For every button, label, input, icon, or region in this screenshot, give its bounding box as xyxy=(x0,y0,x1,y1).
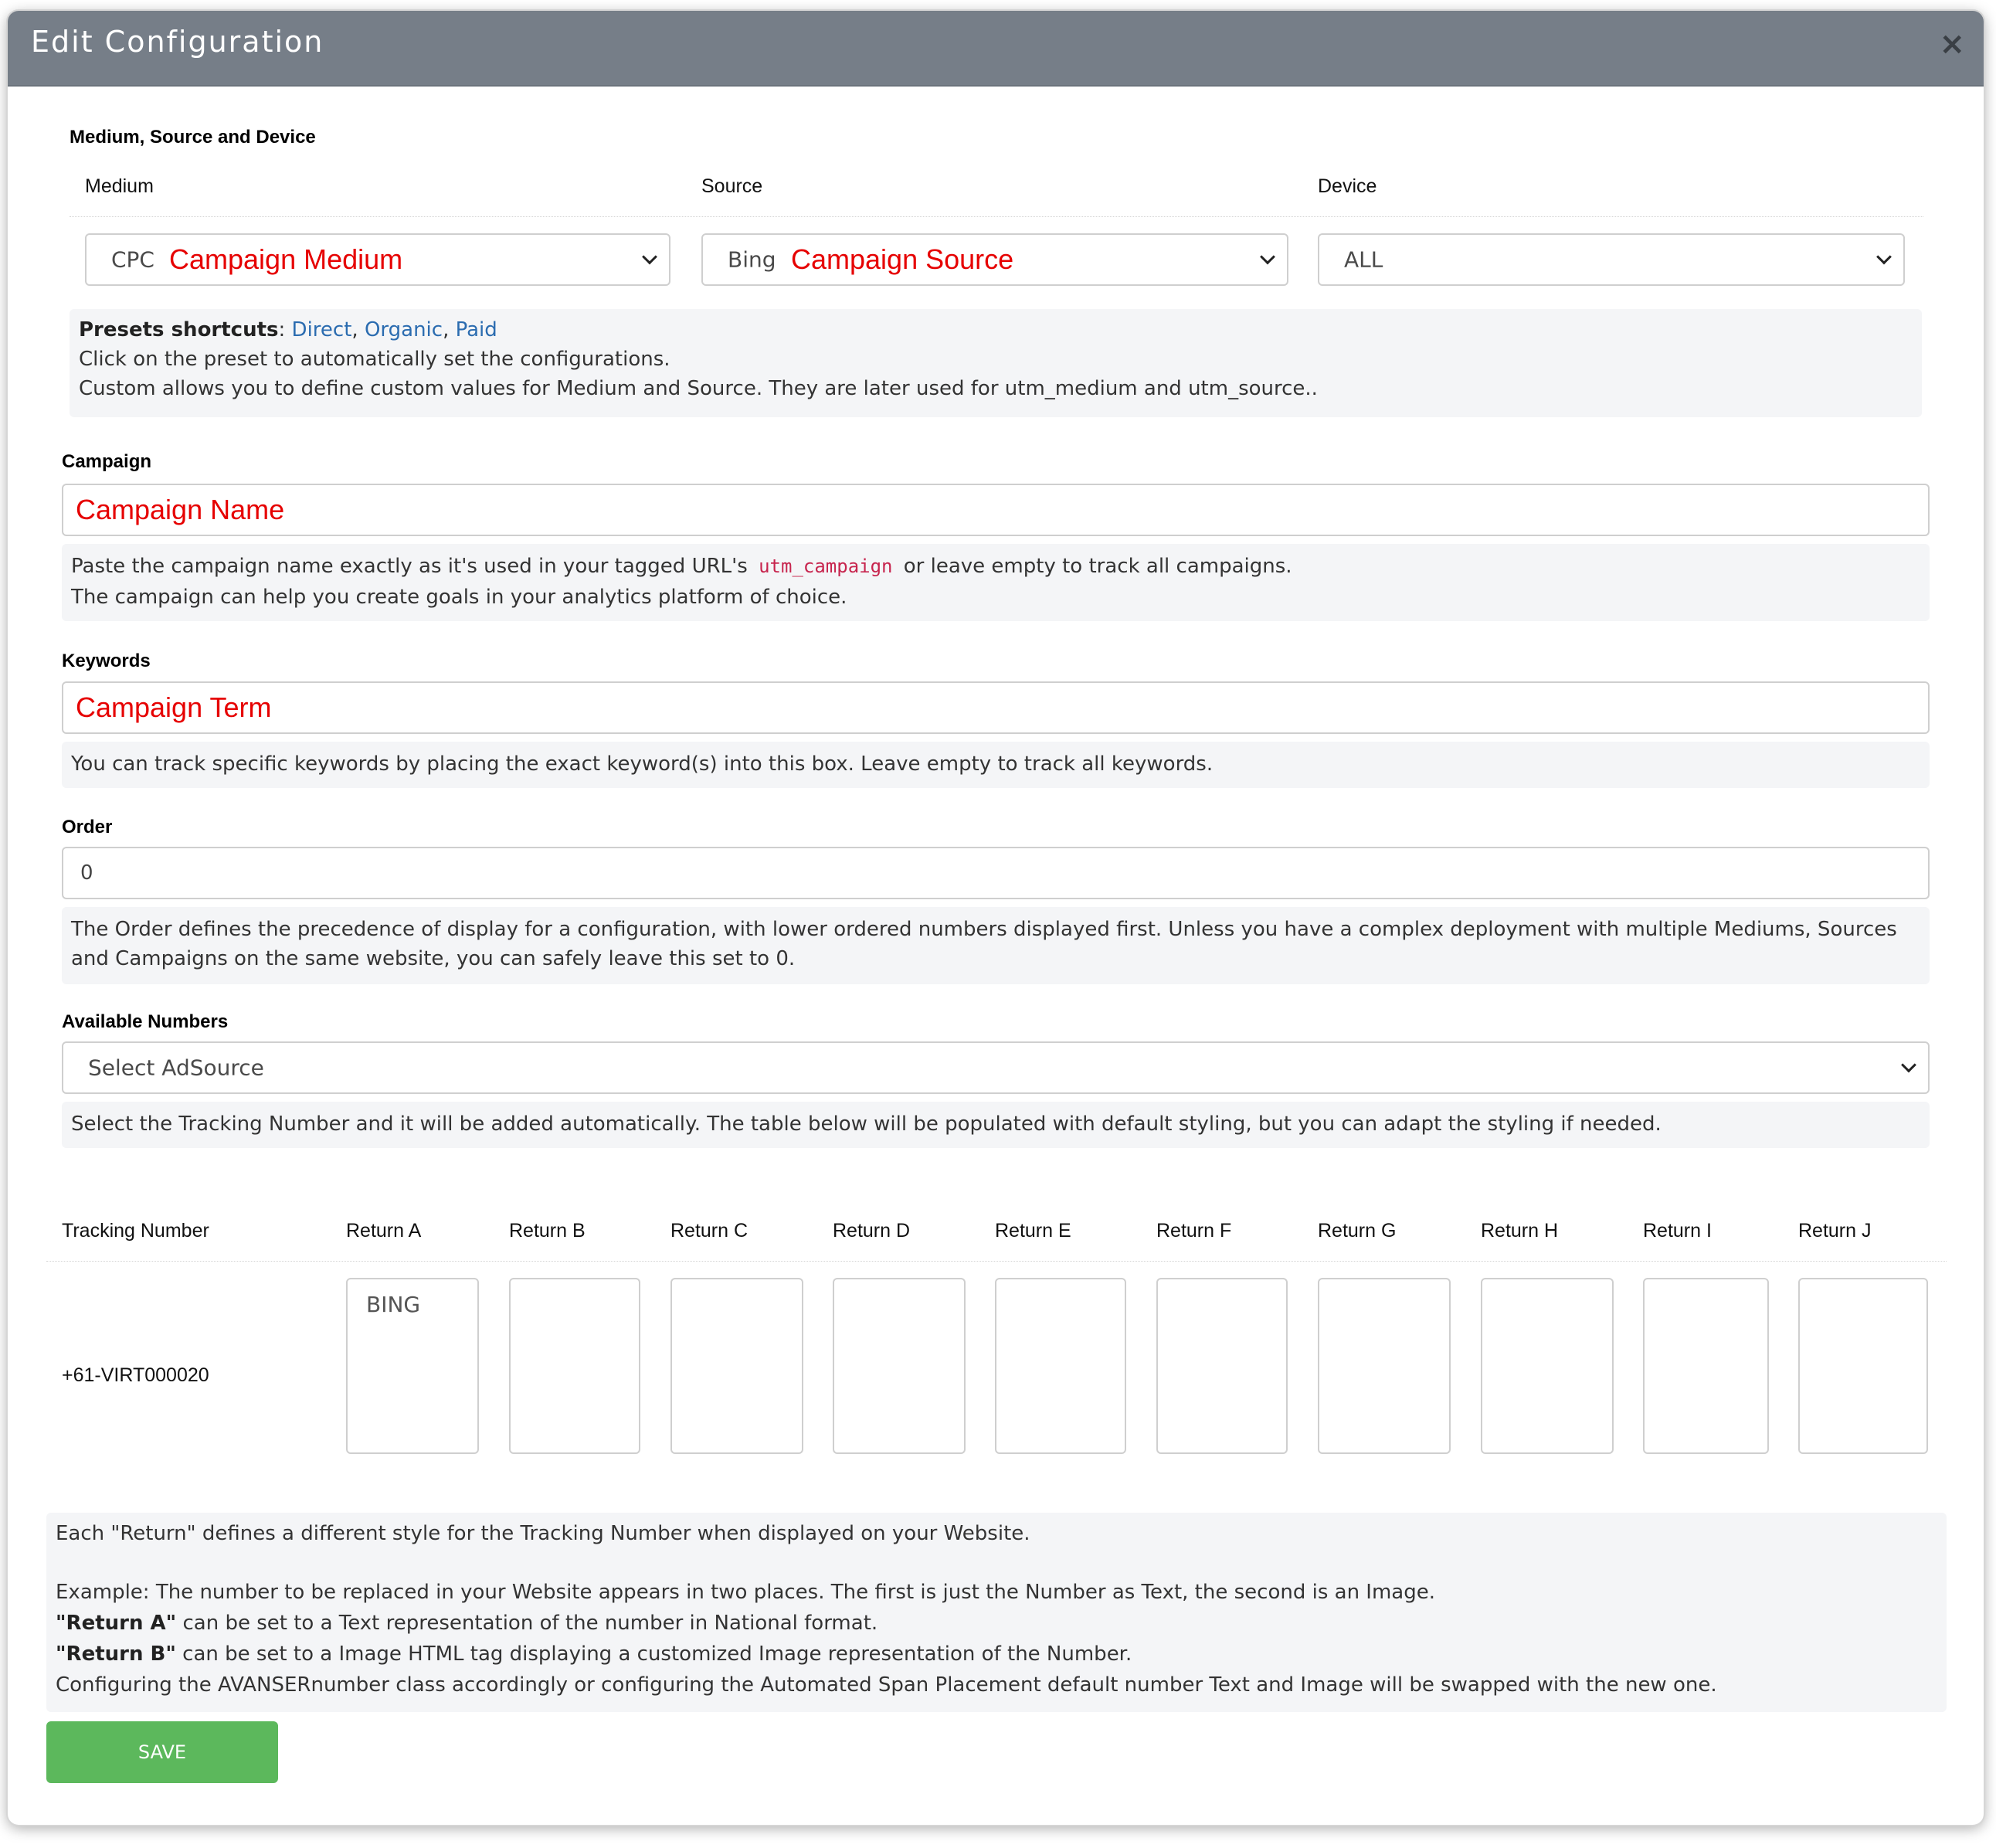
keywords-input[interactable] xyxy=(62,681,1930,734)
campaign-help-line2: The campaign can help you create goals in your analytics platform of choice. xyxy=(71,586,847,609)
chevron-down-icon xyxy=(1260,250,1275,265)
msd-divider xyxy=(70,216,1923,217)
source-select[interactable] xyxy=(701,233,1288,286)
adsource-select[interactable] xyxy=(62,1041,1930,1094)
th-return-g: Return G xyxy=(1318,1220,1397,1242)
adsource-select-value: Select AdSource xyxy=(88,1055,264,1081)
return-g-textarea[interactable] xyxy=(1318,1278,1451,1454)
campaign-annotation: Campaign Name xyxy=(76,494,285,525)
th-return-d: Return D xyxy=(833,1220,911,1242)
preset-organic-link[interactable]: Organic xyxy=(364,318,443,341)
returns-help-line2: Example: The number to be replaced in your Website appears in two places. The first is just the Number as Text, the second is an Image. xyxy=(56,1581,1436,1604)
source-label: Source xyxy=(701,175,763,197)
edit-configuration-modal xyxy=(8,11,1984,1825)
presets-label: Presets shortcuts xyxy=(79,318,279,341)
source-annotation: Campaign Source xyxy=(791,243,1014,275)
order-help-line1: The Order defines the precedence of display for a configuration, with lower ordered numbers displayed first. Unless you have a complex deployment with multiple Mediums, Sources xyxy=(71,918,1897,941)
available-numbers-label: Available Numbers xyxy=(62,1011,229,1032)
presets-colon: : xyxy=(278,318,286,341)
order-input-value: 0 xyxy=(80,861,93,885)
keywords-help-text: You can track specific keywords by placing the exact keyword(s) into this box. Leave empty to track all keywords. xyxy=(71,752,1214,776)
preset-paid-link[interactable]: Paid xyxy=(455,318,497,341)
utm-campaign-code: utm_campaign xyxy=(754,555,897,577)
order-help-line2: and Campaigns on the same website, you can safely leave this set to 0. xyxy=(71,947,796,970)
modal-header xyxy=(8,11,1984,87)
msd-help-line3: Custom allows you to define custom values for Medium and Source. They are later used for utm_medium and utm_source.. xyxy=(79,377,1318,400)
chevron-down-icon xyxy=(1876,250,1892,265)
returns-help-line1: Each "Return" defines a different style for the Tracking Number when displayed on your Website. xyxy=(56,1522,1030,1545)
campaign-help-before: Paste the campaign name exactly as it's used in your tagged URL's xyxy=(71,555,748,578)
th-return-b: Return B xyxy=(509,1220,586,1242)
medium-select[interactable] xyxy=(85,233,670,286)
keywords-label: Keywords xyxy=(62,651,151,671)
returns-help-line4: can be set to a Image HTML tag displaying a customized Image representation of the Number. xyxy=(175,1642,1132,1666)
th-return-e: Return E xyxy=(995,1220,1071,1242)
modal-title: Edit Configuration xyxy=(31,25,324,59)
campaign-help xyxy=(62,544,1930,621)
th-return-j: Return J xyxy=(1798,1220,1872,1242)
th-return-h: Return H xyxy=(1481,1220,1559,1242)
source-select-value: Bing xyxy=(728,246,776,273)
return-h-textarea[interactable] xyxy=(1481,1278,1614,1454)
campaign-label: Campaign xyxy=(62,451,152,472)
th-return-c: Return C xyxy=(670,1220,748,1242)
close-icon[interactable]: × xyxy=(1939,26,1965,62)
returns-help xyxy=(46,1513,1947,1712)
return-f-textarea[interactable] xyxy=(1156,1278,1288,1454)
return-c-textarea[interactable] xyxy=(670,1278,803,1454)
preset-direct-link[interactable]: Direct xyxy=(291,318,352,341)
numbers-help xyxy=(62,1102,1930,1148)
th-return-a: Return A xyxy=(346,1220,422,1242)
msd-help: Presets shortcuts: Direct, Organic, Paid Click on the preset to automatically set the configurations. Custom allows you to define custom values for Medium and Source. They are later used for utm_medium and utm_source.. xyxy=(70,309,1922,417)
campaign-help-after: or leave empty to track all campaigns. xyxy=(903,555,1292,578)
return-e-textarea[interactable] xyxy=(995,1278,1126,1454)
th-return-f: Return F xyxy=(1156,1220,1232,1242)
medium-label: Medium xyxy=(85,175,154,197)
keywords-help xyxy=(62,742,1930,788)
returns-help-line3: can be set to a Text representation of the number in National format. xyxy=(176,1612,878,1635)
order-input[interactable] xyxy=(62,847,1930,899)
return-d-textarea[interactable] xyxy=(833,1278,966,1454)
return-j-textarea[interactable] xyxy=(1798,1278,1928,1454)
return-b-bold: "Return B" xyxy=(56,1642,176,1666)
keywords-annotation: Campaign Term xyxy=(76,691,272,723)
th-tracking-number: Tracking Number xyxy=(62,1220,209,1242)
chevron-down-icon xyxy=(642,250,657,265)
campaign-input[interactable] xyxy=(62,484,1930,536)
numbers-help-text: Select the Tracking Number and it will be added automatically. The table below will be populated with default styling, but you can adapt the styling if needed. xyxy=(71,1113,1662,1136)
msd-section-label: Medium, Source and Device xyxy=(70,127,316,148)
th-return-i: Return I xyxy=(1643,1220,1712,1242)
medium-select-value: CPC xyxy=(111,246,154,273)
device-select[interactable] xyxy=(1318,233,1905,286)
return-a-value: BING xyxy=(366,1292,421,1317)
returns-help-line5: Configuring the AVANSERnumber class accordingly or configuring the Automated Span Placement default number Text and Image will be swapped with the new one. xyxy=(56,1673,1717,1697)
device-select-value: ALL xyxy=(1344,246,1383,273)
return-b-textarea[interactable] xyxy=(509,1278,640,1454)
order-help xyxy=(62,907,1930,984)
msd-help-line2: Click on the preset to automatically set the configurations. xyxy=(79,348,670,371)
chevron-down-icon xyxy=(1901,1058,1916,1073)
save-button[interactable]: SAVE xyxy=(46,1721,278,1783)
medium-annotation: Campaign Medium xyxy=(169,243,403,275)
order-label: Order xyxy=(62,817,113,837)
table-divider xyxy=(46,1261,1947,1262)
tracking-number-cell: +61-VIRT000020 xyxy=(62,1364,209,1386)
return-i-textarea[interactable] xyxy=(1643,1278,1769,1454)
return-a-bold: "Return A" xyxy=(56,1612,177,1635)
device-label: Device xyxy=(1318,175,1377,197)
return-a-textarea[interactable] xyxy=(346,1278,479,1454)
